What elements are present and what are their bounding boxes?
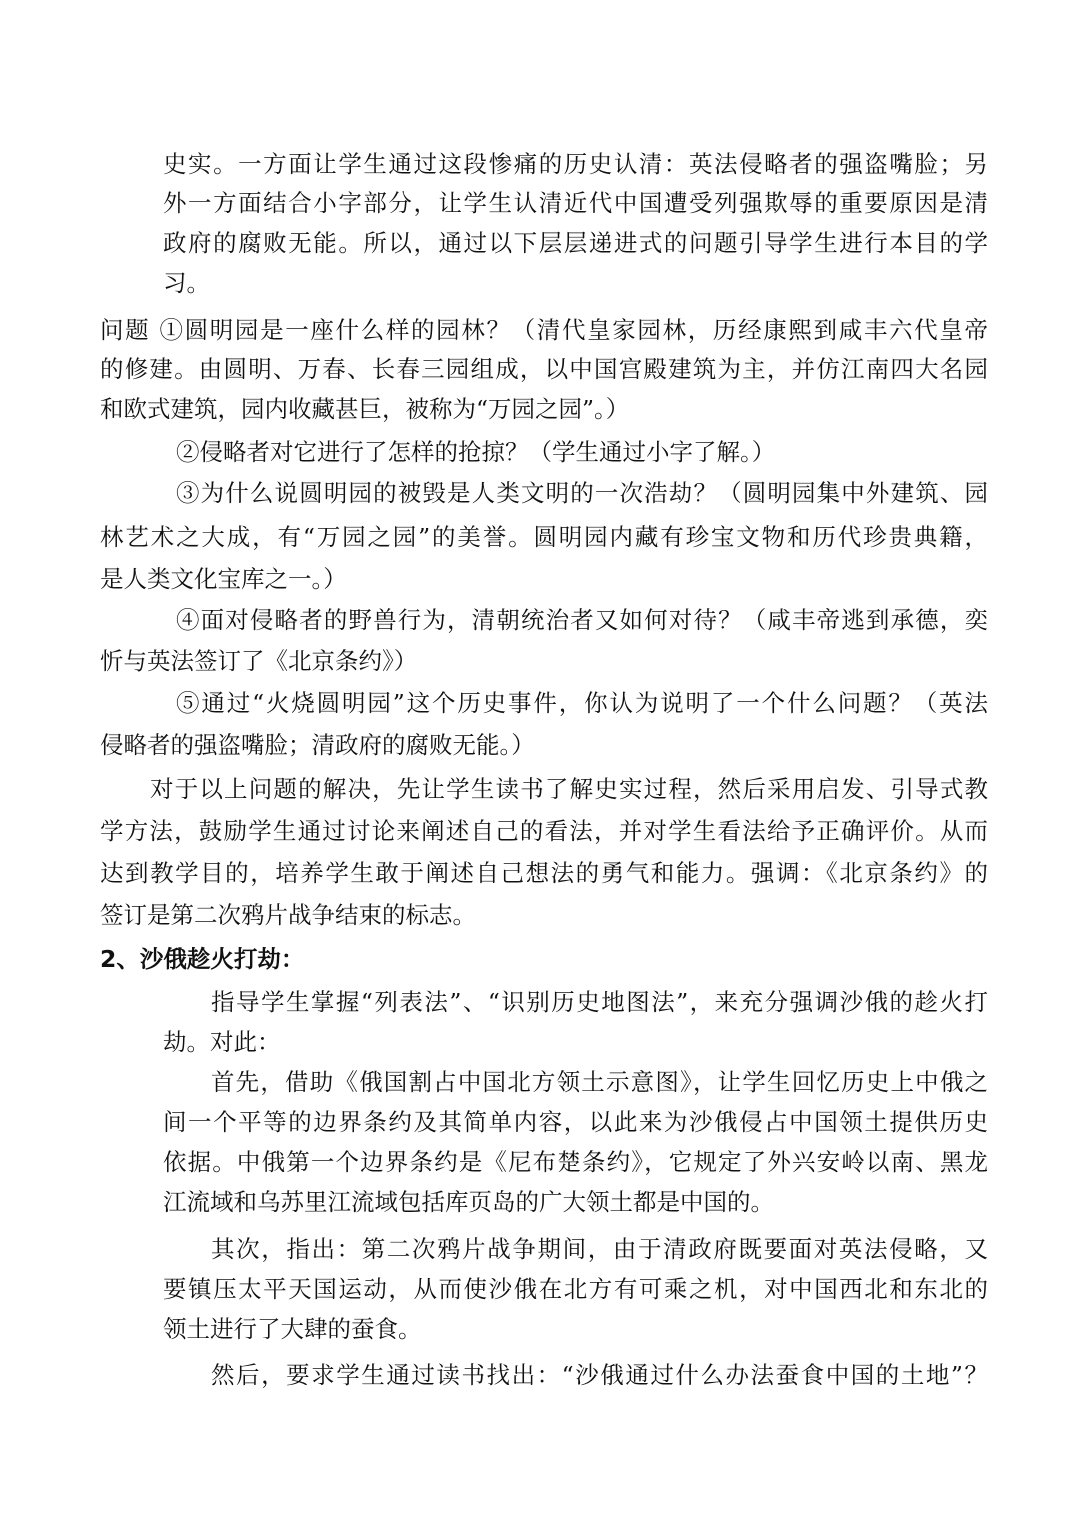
- paragraph-line: 领土进行了大肆的蚕食。: [163, 1315, 422, 1343]
- paragraph-line: 对于以上问题的解决，先让学生读书了解史实过程，然后采用启发、引导式教: [150, 775, 988, 803]
- question-1-line: 的修建。由圆明、万春、长春三园组成，以中国宫殿建筑为主，并仿江南四大名园: [100, 355, 988, 383]
- paragraph-line: 首先，借助《俄国割占中国北方领土示意图》，让学生回忆历史上中俄之: [211, 1068, 988, 1096]
- paragraph-line: 达到教学目的，培养学生敢于阐述自己想法的勇气和能力。强调：《北京条约》的: [100, 859, 988, 887]
- paragraph-line: 其次，指出：第二次鸦片战争期间，由于清政府既要面对英法侵略，又: [211, 1235, 988, 1263]
- paragraph-line: 学方法，鼓励学生通过讨论来阐述自己的看法，并对学生看法给予正确评价。从而: [100, 817, 988, 845]
- paragraph-line: 指导学生掌握“列表法”、“识别历史地图法”，来充分强调沙俄的趁火打: [211, 988, 988, 1016]
- paragraph-line: 要镇压太平天国运动，从而使沙俄在北方有可乘之机，对中国西北和东北的: [163, 1275, 988, 1303]
- paragraph-line: 政府的腐败无能。所以，通过以下层层递进式的问题引导学生进行本目的学: [163, 229, 988, 257]
- question-5-line: ⑤通过“火烧圆明园”这个历史事件，你认为说明了一个什么问题？（英法: [176, 689, 988, 717]
- paragraph-line: 签订是第二次鸦片战争结束的标志。: [100, 901, 476, 929]
- question-4-line: 忻与英法签订了《北京条约》）: [100, 647, 418, 675]
- section-heading: 2、沙俄趁火打劫：: [100, 945, 305, 973]
- paragraph-line: 习。: [163, 269, 210, 297]
- question-3-line: ③为什么说圆明园的被毁是人类文明的一次浩劫？（圆明园集中外建筑、园: [176, 479, 988, 507]
- paragraph-line: 江流域和乌苏里江流域包括库页岛的广大领土都是中国的。: [163, 1188, 774, 1216]
- question-1-line: 问题 ①圆明园是一座什么样的园林？（清代皇家园林，历经康熙到咸丰六代皇帝: [100, 316, 988, 344]
- question-1-line: 和欧式建筑，园内收藏甚巨，被称为“万园之园”。）: [100, 395, 630, 423]
- paragraph-line: 史实。一方面让学生通过这段惨痛的历史认清：英法侵略者的强盗嘴脸；另: [163, 150, 988, 178]
- question-2-line: ②侵略者对它进行了怎样的抢掠？（学生通过小字了解。）: [176, 438, 776, 466]
- paragraph-line: 外一方面结合小字部分，让学生认清近代中国遭受列强欺辱的重要原因是清: [163, 189, 988, 217]
- paragraph-line: 劫。对此：: [163, 1028, 281, 1056]
- question-4-line: ④面对侵略者的野兽行为，清朝统治者又如何对待？（咸丰帝逃到承德，奕: [176, 606, 988, 634]
- question-3-line: 是人类文化宝库之一。）: [100, 565, 347, 593]
- question-5-line: 侵略者的强盗嘴脸；清政府的腐败无能。）: [100, 731, 535, 759]
- question-3-line: 林艺术之大成，有“万园之园”的美誉。圆明园内藏有珍宝文物和历代珍贵典籍，: [100, 523, 988, 551]
- paragraph-line: 间一个平等的边界条约及其简单内容，以此来为沙俄侵占中国领土提供历史: [163, 1108, 988, 1136]
- paragraph-line: 依据。中俄第一个边界条约是《尼布楚条约》，它规定了外兴安岭以南、黑龙: [163, 1148, 988, 1176]
- paragraph-line: 然后，要求学生通过读书找出：“沙俄通过什么办法蚕食中国的土地”？: [211, 1361, 988, 1389]
